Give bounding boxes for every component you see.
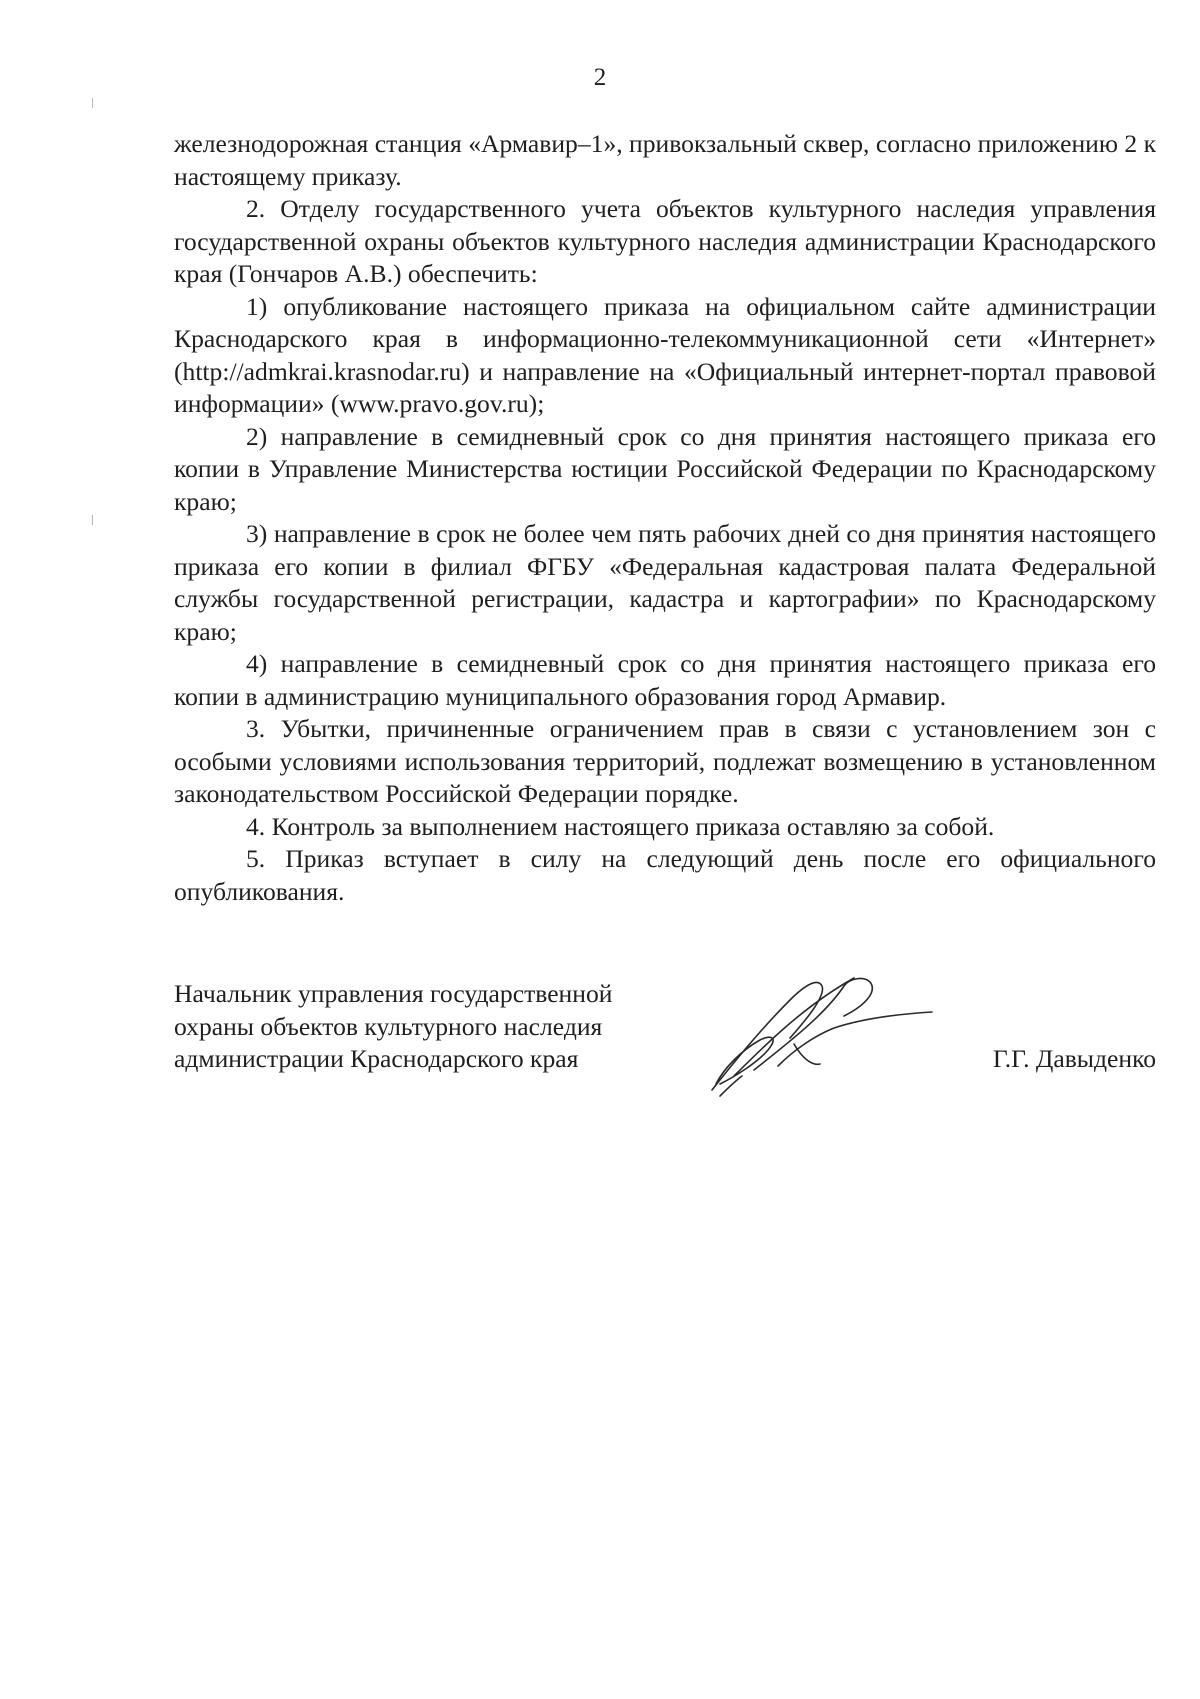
signer-position-line: Начальник управления государственной <box>174 979 613 1008</box>
paragraph-subitem-4: 4) направление в семидневный срок со дня принятия настоящего приказа его копии в администрацию муниципального образования город Армавир. <box>174 649 1156 711</box>
paragraph-item-2: 2. Отделу государственного учета объектов культурного наследия управления государственной охраны объектов культурного наследия администрации Краснодарского края (Гончаров А.В.) обеспечить: <box>174 194 1156 288</box>
paragraph-subitem-2: 2) направление в семидневный срок со дня принятия настоящего приказа его копии в Управление Министерства юстиции Российской Федерации по Краснодарскому краю; <box>174 421 1156 516</box>
paragraph-continuation: железнодорожная станция «Армавир–1», привокзальный сквер, согласно приложению 2 к настоящему приказу. <box>174 129 1156 191</box>
signer-position <box>174 978 694 1076</box>
signer-position-line: администрации Краснодарского края <box>174 1044 579 1073</box>
paragraph-item-5: 5. Приказ вступает в силу на следующий день после его официального опубликования. <box>174 844 1156 906</box>
paragraph-subitem-1: 1) опубликование настоящего приказа на официальном сайте администрации Краснодарского края в информационно-телекоммуникационной сети «Интернет» (http://admkrai.krasnodar.ru) и направление на «Официальный интернет-портал правовой информации» (www.pravo.gov.ru); <box>174 291 1156 418</box>
signature-block <box>174 978 1156 1098</box>
paragraph-item-3: 3. Убытки, причиненные ограничением прав в связи с установлением зон с особыми условиями использования территорий, подлежат возмещению в установленном законодательством Российской Федерации порядке. <box>174 714 1156 808</box>
paragraph-item-4: 4. Контроль за выполнением настоящего приказа оставляю за собой. <box>246 811 995 841</box>
paragraph-subitem-3: 3) направление в срок не более чем пять рабочих дней со дня принятия настоящего приказа его копии в филиал ФГБУ «Федеральная кадастровая палата Федеральной службы государственной регистрации, кадастра и картографии» по Краснодарскому краю; <box>174 519 1156 646</box>
signer-name: Г.Г. Давыденко <box>992 1044 1156 1073</box>
handwritten-signature <box>694 966 954 1106</box>
page-number: 2 <box>593 64 607 91</box>
scan-margin-mark <box>92 98 93 108</box>
scan-margin-mark <box>92 515 93 525</box>
document-body <box>174 128 1156 908</box>
signer-position-line: охраны объектов культурного наследия <box>174 1011 603 1041</box>
